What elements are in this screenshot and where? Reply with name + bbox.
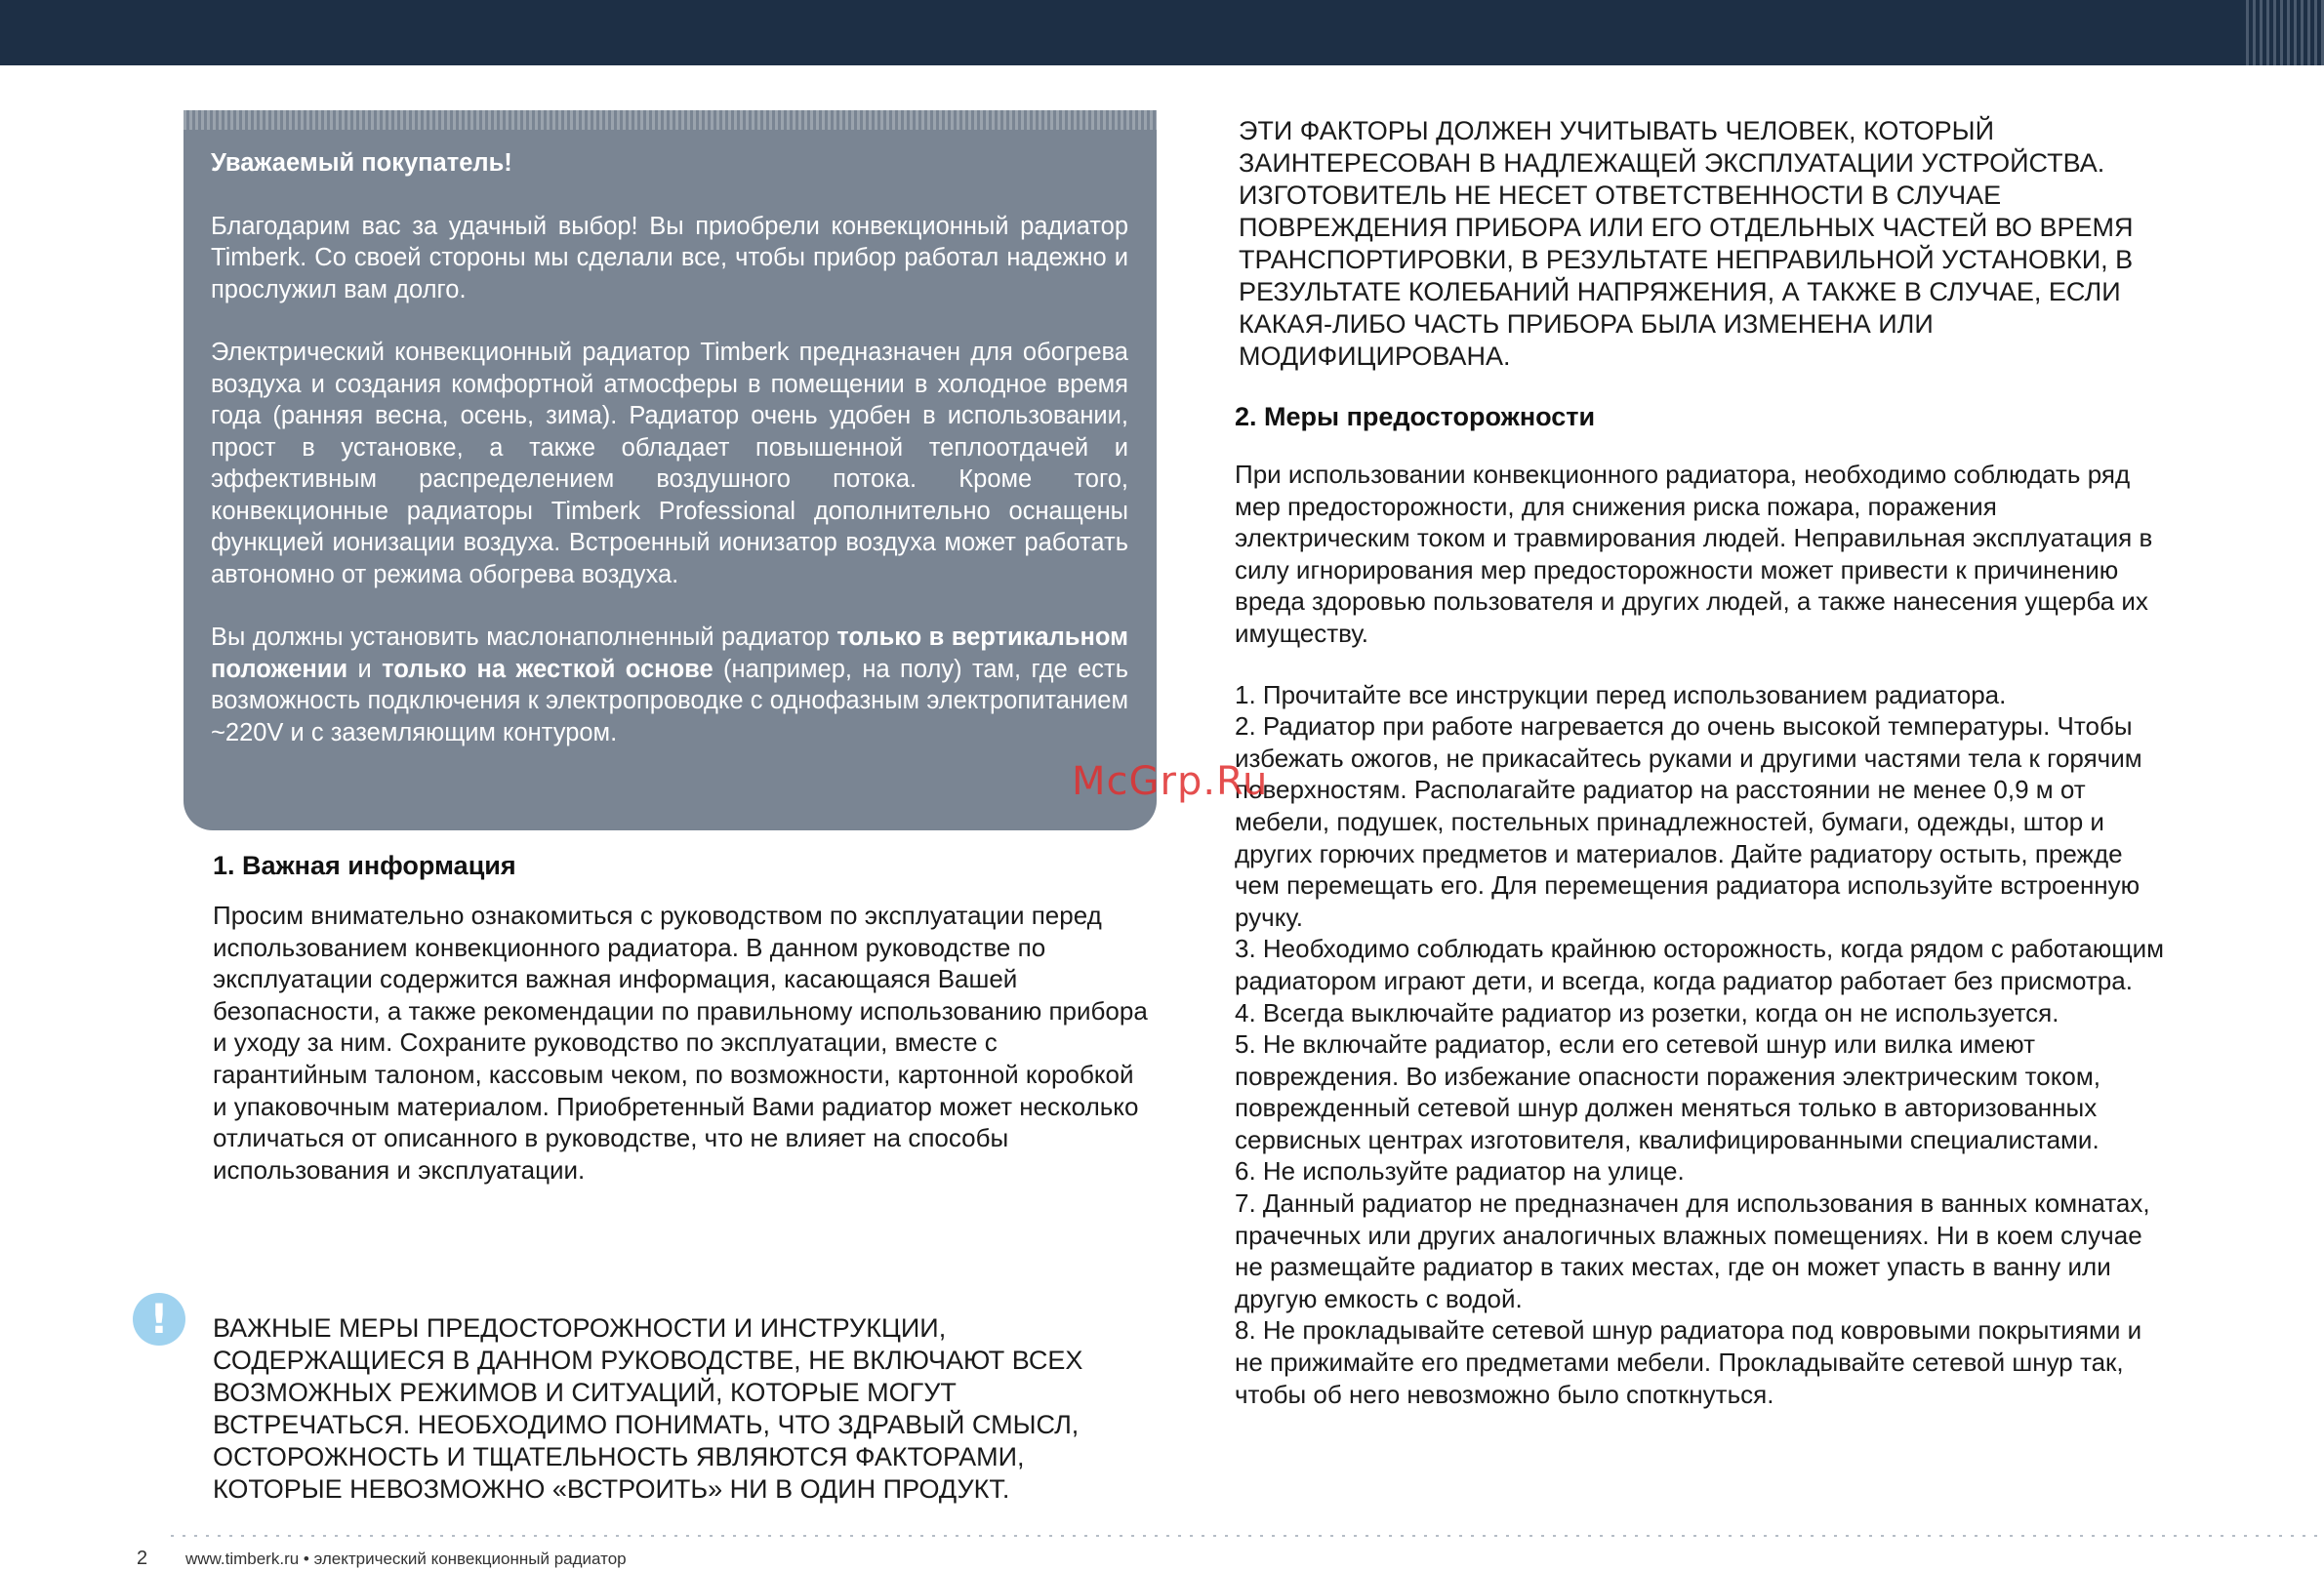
greeting-p3-bold-base: только на жесткой основе (382, 655, 714, 683)
greeting-p3-e: (например, на полу) там, где есть возможность подключения к электропроводке с однофазным электропитанием ~220V и с заземляющим контуром. (211, 655, 1128, 746)
greeting-box-top-pattern (183, 110, 1157, 130)
footer (137, 1548, 627, 1570)
section-1-title: 1. Важная информация (213, 851, 516, 880)
list-item: 7. Данный радиатор не предназначен для использования в ванных комнатах, прачечных или других аналогичных влажных помещениях. Ни в коем случае не размещайте радиатор в таких местах, где он может упасть в ванну или другую емкость с водой. (1235, 1188, 2150, 1313)
list-item: 6. Не используйте радиатор на улице. (1235, 1156, 1685, 1187)
warning-text: ВАЖНЫЕ МЕРЫ ПРЕДОСТОРОЖНОСТИ И ИНСТРУКЦИИ, СОДЕРЖАЩИЕСЯ В ДАННОМ РУКОВОДСТВЕ, НЕ ВКЛЮЧАЮТ ВСЕХ ВОЗМОЖНЫХ РЕЖИМОВ И СИТУАЦИЙ, КОТОРЫЕ МОГУТ ВСТРЕЧАТЬСЯ. НЕОБХОДИМО ПОНИМАТЬ, ЧТО ЗДРАВЫЙ СМЫСЛ, ОСТОРОЖНОСТЬ И ТЩАТЕЛЬНОСТЬ ЯВЛЯЮТСЯ ФАКТОРАМИ, КОТОРЫЕ НЕВОЗМОЖНО «ВСТРОИТЬ» НИ В ОДИН ПРОДУКТ. (213, 1313, 1083, 1504)
list-item: 8. Не прокладывайте сетевой шнур радиатора под ковровыми покрытиями и не прижимайте его предметами мебели. Прокладывайте сетевой шнур так, чтобы об него невозможно было споткнуться. (1235, 1315, 2142, 1409)
greeting-p3-a: Вы должны установить маслонаполненный радиатор (211, 624, 837, 651)
greeting-box (183, 110, 1157, 830)
watermark: McGrp.Ru (1072, 759, 1269, 804)
exclamation-icon: ! (133, 1293, 185, 1346)
precautions-list (1235, 679, 2172, 1411)
list-item: 5. Не включайте радиатор, если его сетевой шнур или вилка имеют повреждения. Во избежание опасности поражения электрическим током, поврежденный сетевой шнур должен меняться только в авторизованных сервисных центрах изготовителя, квалифицированными специалистами. (1235, 1029, 2100, 1154)
list-item: 4. Всегда выключайте радиатор из розетки, когда он не используется. (1235, 997, 2059, 1027)
list-item: 2. Радиатор при работе нагревается до очень высокой температуры. Чтобы избежать ожогов, не прикасайтесь руками и другими частями тела к горячим поверхностям. Располагайте радиатор на расстоянии не менее 0,9 м от мебели, подушек, постельных принадлежностей, бумаги, одежды, штор и других горючих предметов и материалов. Дайте радиатору остыть, прежде чем перемещать его. Для перемещения радиатора используйте встроенную ручку. (1235, 711, 2142, 932)
footer-text: www.timberk.ru • электрический конвекционный радиатор (185, 1550, 627, 1568)
greeting-p3-c: и (347, 655, 383, 683)
right-column (1235, 115, 2172, 1410)
greeting-p3-bold-vertical: только в вертикальном положении (211, 624, 1128, 683)
list-item: 1. Прочитайте все инструкции перед использованием радиатора. (1235, 679, 2007, 709)
header-stripes (2246, 0, 2324, 65)
warning-block (213, 1312, 1150, 1506)
left-column (213, 849, 1150, 1186)
header-bar (0, 0, 2324, 65)
section-2-intro: При использовании конвекционного радиатора, необходимо соблюдать ряд мер предосторожности, для снижения риска пожара, поражения электрическим током и травмирования людей. Неправильная эксплуатация в силу игнорирования мер предосторожности может привести к причинению вреда здоровью пользователя и других людей, а также нанесения ущерба их имуществу. (1235, 460, 2153, 648)
section-2-title: 2. Меры предосторожности (1235, 402, 1596, 431)
greeting-content (211, 147, 1128, 780)
greeting-paragraph-2: Электрический конвекционный радиатор Timberk предназначен для обогрева воздуха и создания комфортной атмосферы в помещении в холодное время года (ранняя весна, осень, зима). Радиатор очень удобен в использовании, прост в установке, а также обладает повышенной теплоотдачей и эффективным распределением воздушного потока. Кроме того, конвекционные радиаторы Timberk Professional дополнительно оснащены функцией ионизации воздуха. Встроенный ионизатор воздуха может работать автономно от режима обогрева воздуха. (211, 339, 1128, 588)
greeting-title: Уважаемый покупатель! (211, 149, 512, 177)
factors-text: ЭТИ ФАКТОРЫ ДОЛЖЕН УЧИТЫВАТЬ ЧЕЛОВЕК, КОТОРЫЙ ЗАИНТЕРЕСОВАН В НАДЛЕЖАЩЕЙ ЭКСПЛУАТАЦИИ УСТРОЙСТВА. ИЗГОТОВИТЕЛЬ НЕ НЕСЕТ ОТВЕТСТВЕННОСТИ В СЛУЧАЕ ПОВРЕЖДЕНИЯ ПРИБОРА ИЛИ ЕГО ОТДЕЛЬНЫХ ЧАСТЕЙ ВО ВРЕМЯ ТРАНСПОРТИРОВКИ, В РЕЗУЛЬТАТЕ НЕПРАВИЛЬНОЙ УСТАНОВКИ, В РЕЗУЛЬТАТЕ КОЛЕБАНИЙ НАПРЯЖЕНИЯ, А ТАКЖЕ В СЛУЧАЕ, ЕСЛИ КАКАЯ-ЛИБО ЧАСТЬ ПРИБОРА БЫЛА ИЗМЕНЕНА ИЛИ МОДИФИЦИРОВАНА. (1239, 116, 2134, 371)
page-number: 2 (137, 1548, 148, 1569)
list-item: 3. Необходимо соблюдать крайнюю осторожность, когда рядом с работающим радиатором играют дети, и всегда, когда радиатор работает без присмотра. (1235, 934, 2165, 995)
footer-divider (171, 1535, 2318, 1537)
section-1-text: Просим внимательно ознакомиться с руководством по эксплуатации перед использованием конвекционного радиатора. В данном руководстве по эксплуатации содержится важная информация, касающаяся Вашей безопасности, а также рекомендации по правильному использованию прибора и уходу за ним. Сохраните руководство по эксплуатации, вместе с гарантийным талоном, кассовым чеком, по возможности, картонной коробкой и упаковочным материалом. Приобретенный Вами радиатор может несколько отличаться от описанного в руководстве, что не влияет на способы использования и эксплуатации. (213, 901, 1148, 1185)
greeting-paragraph-3 (211, 622, 1128, 748)
greeting-paragraph-1: Благодарим вас за удачный выбор! Вы приобрели конвекционный радиатор Timberk. Со своей стороны мы сделали все, чтобы прибор работал надежно и прослужил вам долго. (211, 212, 1128, 303)
